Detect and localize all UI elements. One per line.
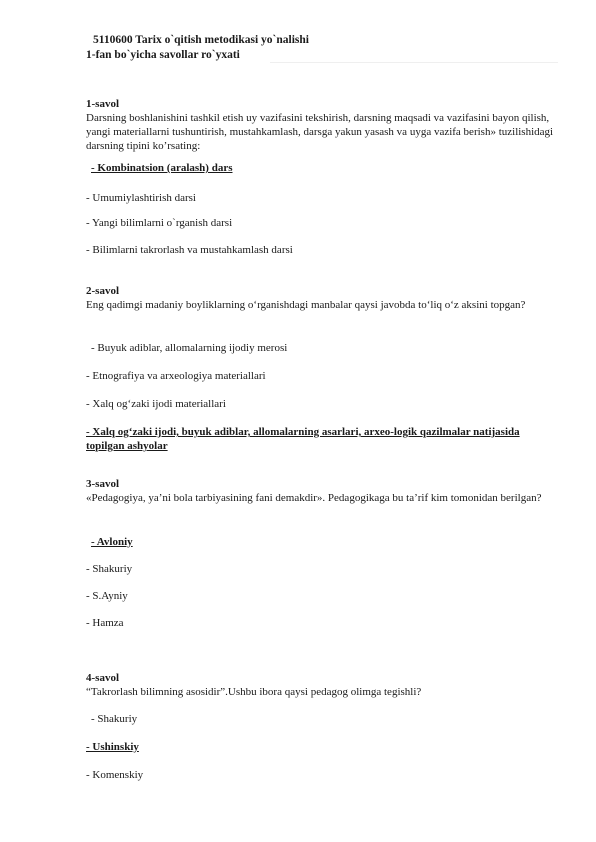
answer-option[interactable]: - Umumiylashtirish darsi [86, 192, 196, 204]
document-title: 5110600 Tarix o`qitish metodikasi yo`nalishi [93, 34, 309, 46]
answer-option[interactable]: - S.Ayniy [86, 590, 128, 602]
question-3 [86, 478, 556, 505]
answer-option-correct[interactable]: - Ushinskiy [86, 741, 139, 753]
question-text: Darsning boshlanishini tashkil etish uy vazifasini tekshirish, darsning maqsadi va vazifasini bayon qilish, yangi materiallarni tushuntirish, mustahkamlash, darsga yakun yasash va uyga vazifa berish» tuzilishidagi darsning tipini ko’rsating: [86, 112, 554, 152]
answer-option[interactable]: - Komenskiy [86, 769, 144, 781]
question-text: “Takrorlash bilimning asosidir”.Ushbu ibora qaysi pedagog olimga tegishli? [86, 686, 422, 698]
answer-option[interactable]: - Shakuriy [91, 713, 138, 725]
answer-option-correct[interactable]: - Xalq og‘zaki ijodi, buyuk adiblar, allomalarning asarlari, arxeo-logik qazilmalar natijasida topilgan ashyolar [86, 426, 520, 452]
answer-option[interactable]: - Hamza [86, 617, 124, 629]
document-subtitle: 1-fan bo`yicha savollar ro`yxati [86, 49, 240, 61]
answer-option-correct[interactable]: - Kombinatsion (aralash) dars [91, 162, 233, 174]
question-text: Eng qadimgi madaniy boyliklarning o‘rganishdagi manbalar qaysi javobda to‘liq o‘z aksini topgan? [86, 299, 526, 311]
answer-option[interactable]: - Etnografiya va arxeologiya materiallari [86, 370, 266, 382]
question-4 [86, 672, 556, 699]
question-title: 4-savol [86, 672, 119, 684]
header-divider [270, 62, 558, 63]
answer-option[interactable]: - Bilimlarni takrorlash va mustahkamlash darsi [86, 244, 293, 256]
question-text: «Pedagogiya, ya’ni bola tarbiyasining fani demakdir». Pedagogikaga bu ta’rif kim tomonidan berilgan? [86, 492, 542, 504]
answer-option-correct[interactable]: - Avloniy [91, 536, 133, 548]
question-1 [86, 98, 556, 153]
answer-option[interactable]: - Buyuk adiblar, allomalarning ijodiy merosi [91, 342, 288, 354]
question-2 [86, 285, 556, 312]
question-title: 1-savol [86, 98, 119, 110]
answer-option[interactable]: - Xalq og‘zaki ijodi materiallari [86, 398, 226, 410]
question-title: 3-savol [86, 478, 119, 490]
question-title: 2-savol [86, 285, 119, 297]
answer-option[interactable]: - Yangi bilimlarni o`rganish darsi [86, 217, 233, 229]
answer-option[interactable]: - Shakuriy [86, 563, 133, 575]
